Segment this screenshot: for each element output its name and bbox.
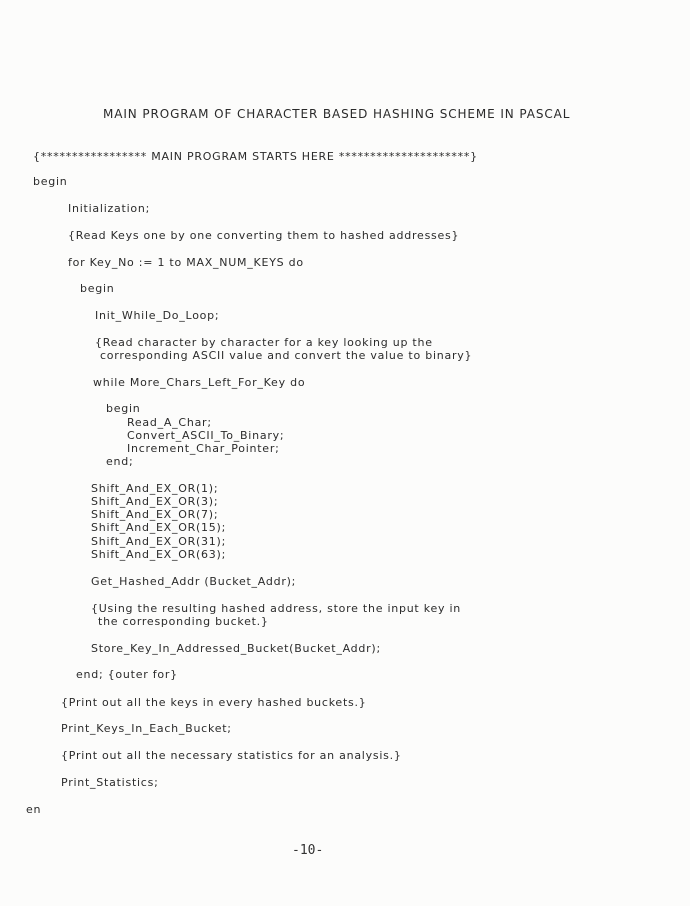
code-line: {Using the resulting hashed address, store the input key in: [91, 602, 462, 615]
code-line: Initialization;: [68, 202, 151, 215]
code-line: begin: [33, 175, 68, 188]
code-line: while More_Chars_Left_For_Key do: [93, 376, 306, 389]
code-line: Shift_And_EX_OR(63);: [91, 548, 227, 561]
code-line: Store_Key_In_Addressed_Bucket(Bucket_Addr);: [91, 642, 381, 655]
code-line: Shift_And_EX_OR(15);: [91, 521, 227, 534]
code-line: Get_Hashed_Addr (Bucket_Addr);: [91, 575, 297, 588]
code-line: {Print out all the keys in every hashed buckets.}: [61, 696, 367, 709]
code-line: {Read Keys one by one converting them to hashed addresses}: [68, 229, 460, 242]
page-number: -10-: [292, 843, 324, 858]
code-line: {Read character by character for a key looking up the: [95, 336, 433, 349]
code-line: Shift_And_EX_OR(31);: [91, 535, 227, 548]
code-line: en: [26, 803, 42, 816]
code-line: Increment_Char_Pointer;: [127, 442, 280, 455]
code-line: Print_Statistics;: [61, 776, 159, 789]
code-line: Shift_And_EX_OR(7);: [91, 508, 219, 521]
code-line: Convert_ASCII_To_Binary;: [127, 429, 285, 442]
code-line: end; {outer for}: [76, 668, 178, 681]
page-title: MAIN PROGRAM OF CHARACTER BASED HASHING SCHEME IN PASCAL: [103, 107, 571, 121]
code-line: Shift_And_EX_OR(1);: [91, 482, 219, 495]
code-line: Read_A_Char;: [127, 416, 212, 429]
code-line: Print_Keys_In_Each_Bucket;: [61, 722, 232, 735]
code-line: {Print out all the necessary statistics for an analysis.}: [61, 749, 402, 762]
code-line: Shift_And_EX_OR(3);: [91, 495, 219, 508]
code-line: Init_While_Do_Loop;: [95, 309, 220, 322]
code-line: corresponding ASCII value and convert the value to binary}: [100, 349, 473, 362]
code-line: end;: [106, 455, 134, 468]
code-line: the corresponding bucket.}: [98, 615, 269, 628]
code-line: begin: [106, 402, 141, 415]
code-line: for Key_No := 1 to MAX_NUM_KEYS do: [68, 256, 304, 269]
code-line: {***************** MAIN PROGRAM STARTS HERE *********************}: [33, 150, 478, 163]
code-line: begin: [80, 282, 115, 295]
